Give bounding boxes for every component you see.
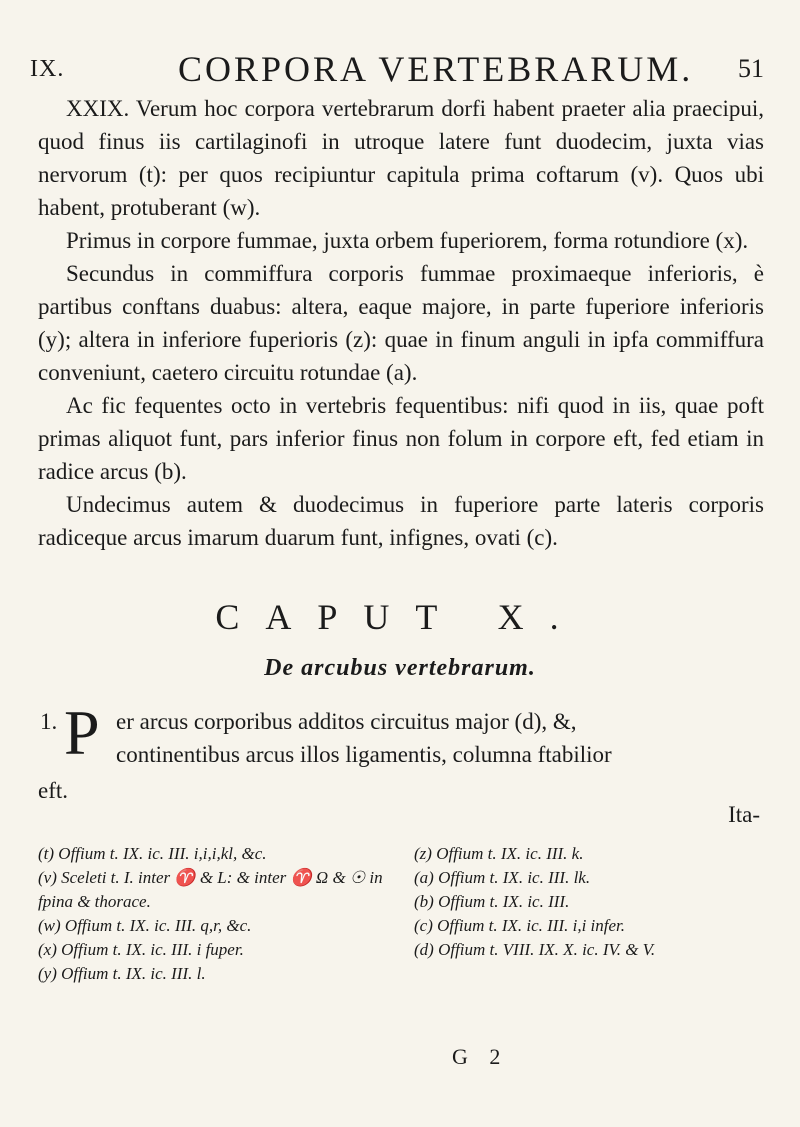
footnote: (d) Offium t. VIII. IX. X. ic. IV. & V. [414,940,656,959]
paragraph-xxix: XXIX. Verum hoc corpora vertebrarum dorfi habent praeter alia praecipui, quod finus iis cartilaginofi in utroque latere funt duodecim, juxta vias nervorum (t): per quos recipiuntur capitula prima coftarum (v). Quos ubi habent, protuberant (w). [38,96,764,220]
footnote: (x) Offium t. IX. ic. III. i fuper. [38,940,244,959]
paragraph-line: continentibus arcus illos ligamentis, columna ftabilior [116,742,612,767]
signature-mark: G 2 [452,1044,509,1069]
paragraph-line: er arcus corporibus additos circuitus major (d), &, [116,709,577,734]
paragraph-line: eft. [38,778,69,803]
footnote: (b) Offium t. IX. ic. III. [414,892,570,911]
paragraph-number: 1. [40,709,58,734]
footnotes-right-column [414,842,778,962]
chapter-subtitle: De arcubus vertebrarum. [264,655,536,681]
footnote: (c) Offium t. IX. ic. III. i,i infer. [414,916,626,935]
footnote: (v) Sceleti t. I. inter ♈ & L: & inter ♈ Ω & ☉ in fpina & thorace. [38,868,383,911]
paragraph-undecimus: Undecimus autem & duodecimus in fuperiore parte lateris corporis radiceque arcus imarum duarum funt, infignes, ovati (c). [38,492,764,550]
section-xxix [38,92,764,554]
chapter-first-paragraph [38,697,764,785]
chapter-heading: CAPUT X. [215,597,585,637]
footnote: (y) Offium t. IX. ic. III. l. [38,964,206,983]
paragraph-secundus: Secundus in commiffura corporis fummae proximaeque inferioris, è partibus conftans duabus: altera, eaque majore, in parte fuperiore inferioris (y); altera in inferiore fuperioris (z): quae in finum anguli in ipfa commiffura conveniunt, caetero circuitu rotundae (a). [38,261,764,385]
footnote: (w) Offium t. IX. ic. III. q,r, &c. [38,916,252,935]
footnote: (a) Offium t. IX. ic. III. lk. [414,868,591,887]
footnote: (t) Offium t. IX. ic. III. i,i,i,kl, &c. [38,844,267,863]
page-title: CORPORA VERTEBRARUM. [178,49,694,89]
running-header [30,46,780,89]
footnote: (z) Offium t. IX. ic. III. k. [414,844,584,863]
page-number: 51 [738,54,764,83]
section-number: IX. [30,56,65,82]
catchword: Ita- [728,802,760,827]
paragraph-primus: Primus in corpore fummae, juxta orbem fuperiorem, forma rotundiore (x). [66,228,749,253]
paragraph-sequentes: Ac fic fequentes octo in vertebris fequentibus: nifi quod in iis, quae poft primas aliquot funt, pars inferior finus non folum in corpore eft, fed etiam in radice arcus (b). [38,393,764,484]
footnotes-left-column [38,842,388,986]
drop-cap: P [64,697,100,768]
